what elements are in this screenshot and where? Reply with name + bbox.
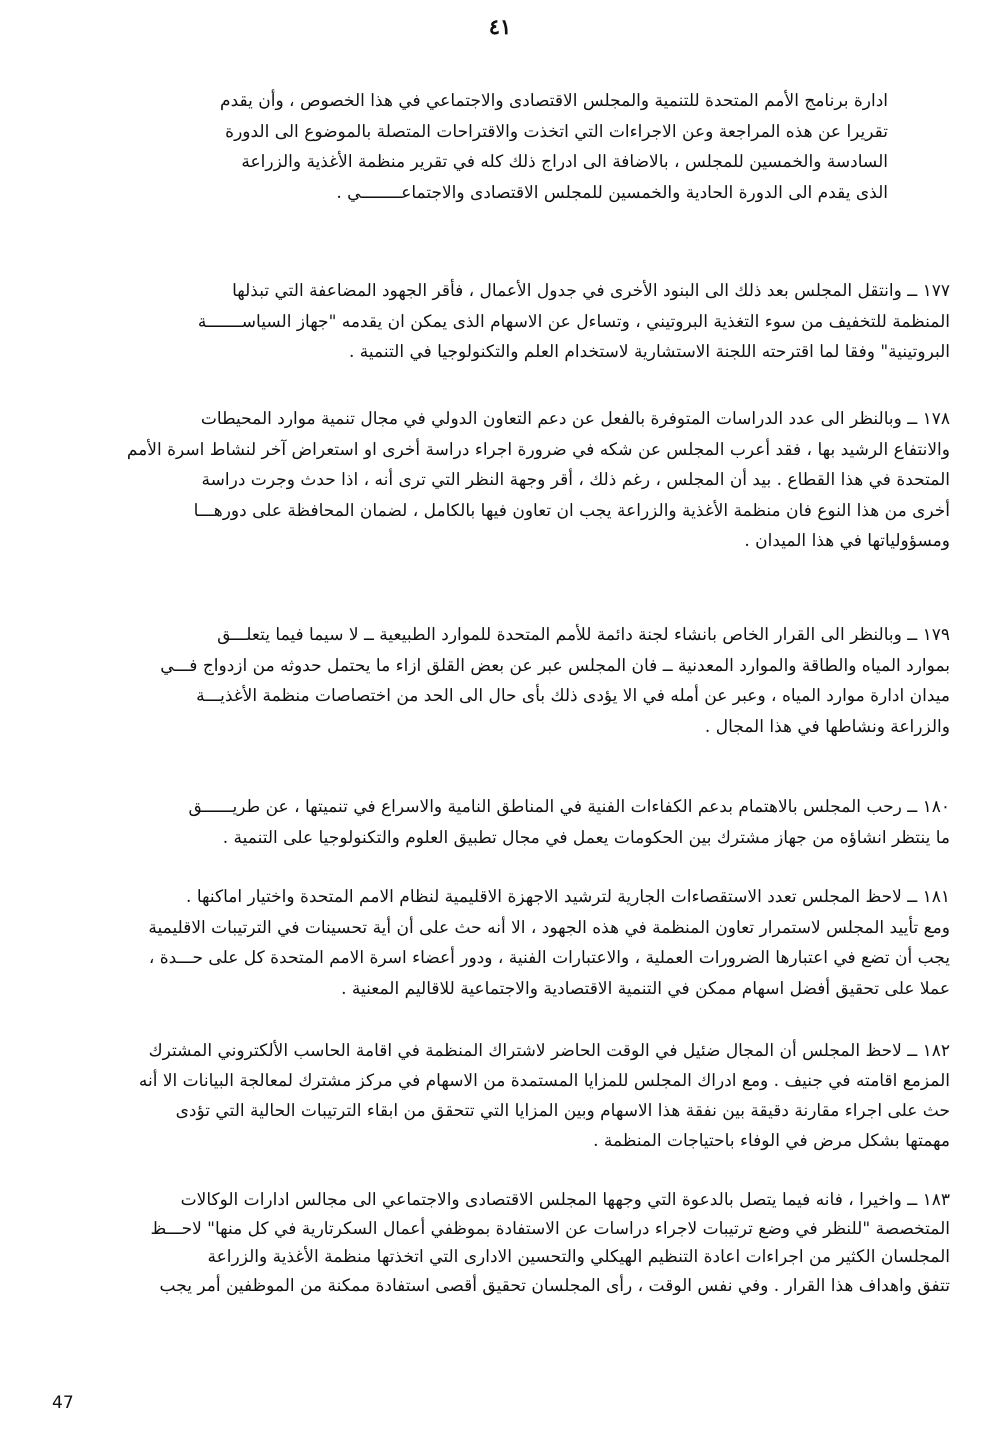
text-line: بموارد المياه والطاقة والموارد المعدنية ــ فان المجلس عبر عن بعض القلق ازاء ما يحتمل حدوثه من ازدواج فـــي [160, 655, 950, 676]
text-line: ١٧٧ ــ وانتقل المجلس بعد ذلك الى البنود الأخرى في جدول الأعمال ، فأقر الجهود المضاعفة التي تبذلها [232, 281, 950, 301]
text-line: المتخصصة "للنظر في وضع ترتيبات لاجراء دراسات عن الاستفادة بموظفي أعمال السكرتارية في كل منها" لاحـــظ [150, 1218, 950, 1239]
text-line: ١٧٩ ــ وبالنظر الى القرار الخاص بانشاء لجنة دائمة للأمم المتحدة للموارد الطبيعية ــ لا سيما فيما يتعلـــق [217, 625, 950, 645]
paragraph-180 [42, 792, 950, 853]
text-line: ١٨١ ــ لاحظ المجلس تعدد الاستقصاءات الجارية لترشيد الاجهزة الاقليمية لنظام الامم المتحدة واختيار اماكنها . [186, 887, 950, 907]
text-line: الذى يقدم الى الدورة الحادية والخمسين للمجلس الاقتصادى والاجتماعــــــــي . [336, 182, 888, 203]
text-line: ١٨٣ ــ واخيرا ، فانه فيما يتصل بالدعوة التي وجهها المجلس الاقتصادى والاجتماعي الى مجالس ادارات الوكالات [180, 1190, 950, 1210]
text-line: ومسؤولياتها في هذا الميدان . [744, 531, 950, 551]
paragraph-182 [42, 1036, 950, 1156]
text-line: حث على اجراء مقارنة دقيقة بين نفقة هذا الاسهام وبين المزايا التي تتحقق من ابقاء الترتيبات الحالية التي تؤدى [175, 1101, 950, 1121]
text-line: عملا على تحقيق أفضل اسهام ممكن في التنمية الاقتصادية والاجتماعية للاقاليم المعنية . [341, 978, 950, 999]
text-line: السادسة والخمسين للمجلس ، بالاضافة الى ادراج ذلك كله في تقرير منظمة الأغذية والزراعة [241, 152, 888, 172]
text-line: البروتينية" وفقا لما اقترحته اللجنة الاستشارية لاستخدام العلم والتكنولوجيا في التنمية . [349, 342, 950, 362]
paragraph-177 [42, 276, 950, 368]
text-line: ١٨٢ ــ لاحظ المجلس أن المجال ضئيل في الوقت الحاضر لاشتراك المنظمة في اقامة الحاسب الألكتروني المشترك [148, 1041, 950, 1061]
paragraph-179 [42, 620, 950, 742]
text-line: أخرى من هذا النوع فان منظمة الأغذية والزراعة يجب ان تعاون فيها بالكامل ، لضمان المحافظة على دورهـــا [193, 500, 950, 521]
paragraph-intro [42, 86, 888, 208]
text-line: والانتفاع الرشيد بها ، فقد أعرب المجلس عن شكه في ضرورة اجراء دراسة أخرى او استعراض آخر لنشاط اسرة الأمم [126, 439, 950, 460]
text-line: المجلسان الكثير من اجراءات اعادة التنظيم الهيكلي والتحسين الادارى التي اتخذتها منظمة الأغذية والزراعة [207, 1247, 950, 1267]
text-line: ١٨٠ ــ رحب المجلس بالاهتمام بدعم الكفاءات الفنية في المناطق النامية والاسراع في تنميتها ، عن طريــــــق [188, 797, 950, 817]
text-line: ادارة برنامج الأمم المتحدة للتنمية والمجلس الاقتصادى والاجتماعي في هذا الخصوص ، وأن يقدم [220, 91, 888, 111]
text-line: ما ينتظر انشاؤه من جهاز مشترك بين الحكومات يعمل في مجال تطبيق العلوم والتكنولوجيا على التنمية . [222, 827, 950, 848]
text-line: والزراعة ونشاطها في هذا المجال . [704, 716, 950, 737]
paragraph-181 [42, 882, 950, 1004]
text-line: يجب أن تضع في اعتبارها الضرورات العملية ، والاعتبارات الفنية ، ودور أعضاء اسرة الامم المتحدة كل على حـــدة ، [148, 948, 950, 968]
text-line: المزمع اقامته في جنيف . ومع ادراك المجلس للمزايا المستمدة من الاسهام في مركز مشترك لمعالجة البيانات الا أنه [138, 1071, 950, 1091]
text-line: المنظمة للتخفيف من سوء التغذية البروتيني ، وتساءل عن الاسهام الذى يمكن ان يقدمه "جهاز السياســـــــة [197, 311, 950, 332]
text-line: ١٧٨ ــ وبالنظر الى عدد الدراسات المتوفرة بالفعل عن دعم التعاون الدولي في مجال تنمية موارد المحيطات [200, 409, 950, 429]
text-line: ومع تأييد المجلس لاستمرار تعاون المنظمة في هذه الجهود ، الا أنه حث على أن أية تحسينات في الترتيبات الاقليمية [148, 917, 950, 938]
paragraph-178 [42, 404, 950, 557]
text-line: مهمتها بشكل مرض في الوفاء باحتياجات المنظمة . [593, 1131, 950, 1151]
text-line: تقريرا عن هذه المراجعة وعن الاجراءات التي اتخذت والاقتراحات المتصلة بالموضوع الى الدورة [225, 121, 888, 142]
text-line: المتحدة في هذا القطاع . بيد أن المجلس ، رغم ذلك ، أقر وجهة النظر التي ترى أنه ، اذا حدث وجرت دراسة [201, 470, 950, 490]
text-line: تتفق واهداف هذا القرار . وفي نفس الوقت ، رأى المجلسان تحقيق أقصى استفادة ممكنة من الموظفين أمر يجب [159, 1275, 950, 1296]
page-number-footer: 47 [52, 1393, 74, 1413]
text-line: ميدان ادارة موارد المياه ، وعبر عن أمله في الا يؤدى ذلك بأى حال الى الحد من اختصاصات منظمة الأغذيـــة [196, 686, 950, 706]
paragraph-183 [42, 1186, 950, 1300]
page-number-arabic: ٤١ [488, 14, 512, 39]
